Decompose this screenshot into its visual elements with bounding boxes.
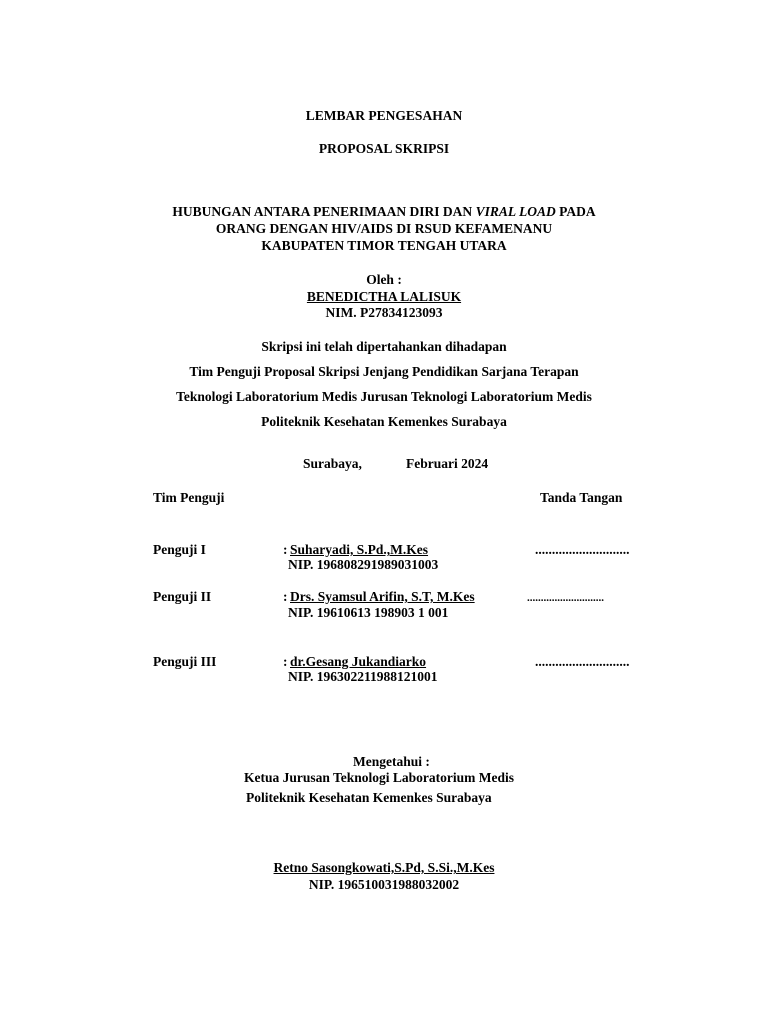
signature-label: Tanda Tangan [540, 490, 623, 505]
acknowledgement-line-2: Politeknik Kesehatan Kemenkes Surabaya [246, 790, 492, 805]
examiner-3-colon: : [283, 654, 288, 669]
examiner-1-colon: : [283, 542, 288, 557]
head-of-department-name-text: Retno Sasongkowati,S.Pd, S.Si.,M.Kes [273, 860, 495, 875]
examiner-2-signature-line: ............................ [527, 592, 604, 604]
examiners-team-label: Tim Penguji [153, 490, 225, 505]
acknowledgement-line-1: Ketua Jurusan Teknologi Laboratorium Medis [244, 770, 515, 785]
thesis-title-line-1 [0, 204, 768, 220]
examiner-1-name: Suharyadi, S.Pd.,M.Kes [290, 542, 429, 557]
author-nim: NIM. P27834123093 [325, 305, 443, 320]
page-title: LEMBAR PENGESAHAN [305, 108, 463, 123]
acknowledgement-label: Mengetahui : [353, 754, 430, 769]
place: Surabaya, [303, 456, 362, 471]
examiner-3-name: dr.Gesang Jukandiarko [290, 654, 427, 669]
statement-line-1: Skripsi ini telah dipertahankan dihadapan [261, 339, 507, 354]
examiner-2-nip: NIP. 19610613 198903 1 001 [288, 605, 449, 620]
thesis-title-line-2: ORANG DENGAN HIV/AIDS DI RSUD KEFAMENANU [215, 221, 553, 236]
thesis-title-italic: VIRAL LOAD [475, 204, 556, 219]
author-name [0, 289, 768, 305]
examiner-2-colon: : [283, 589, 288, 604]
examiner-3-signature-line: ............................ [535, 654, 630, 669]
author-name-text: BENEDICTHA LALISUK [306, 289, 462, 304]
examiner-1-nip: NIP. 196808291989031003 [288, 557, 439, 572]
examiner-3-role: Penguji III [153, 654, 217, 669]
examiner-1-signature-line: ............................ [535, 542, 630, 557]
examiner-3-nip: NIP. 196302211988121001 [288, 669, 438, 684]
author-by-label: Oleh : [366, 272, 402, 287]
thesis-title-part-2: PADA [555, 204, 596, 219]
statement-line-3: Teknologi Laboratorium Medis Jurusan Teknologi Laboratorium Medis [176, 389, 592, 404]
head-of-department-name [0, 860, 768, 876]
date: Februari 2024 [406, 456, 489, 471]
examiner-1-role: Penguji I [153, 542, 206, 557]
statement-line-4: Politeknik Kesehatan Kemenkes Surabaya [261, 414, 507, 429]
thesis-title-line-3: KABUPATEN TIMOR TENGAH UTARA [261, 238, 507, 253]
page-subtitle: PROPOSAL SKRIPSI [318, 141, 450, 156]
statement-line-2: Tim Penguji Proposal Skripsi Jenjang Pendidikan Sarjana Terapan [189, 364, 579, 379]
thesis-title-part-1: HUBUNGAN ANTARA PENERIMAAN DIRI DAN [172, 204, 476, 219]
examiner-2-name: Drs. Syamsul Arifin, S.T, M.Kes [290, 589, 475, 604]
head-of-department-nip: NIP. 196510031988032002 [308, 877, 460, 892]
examiner-2-role: Penguji II [153, 589, 212, 604]
